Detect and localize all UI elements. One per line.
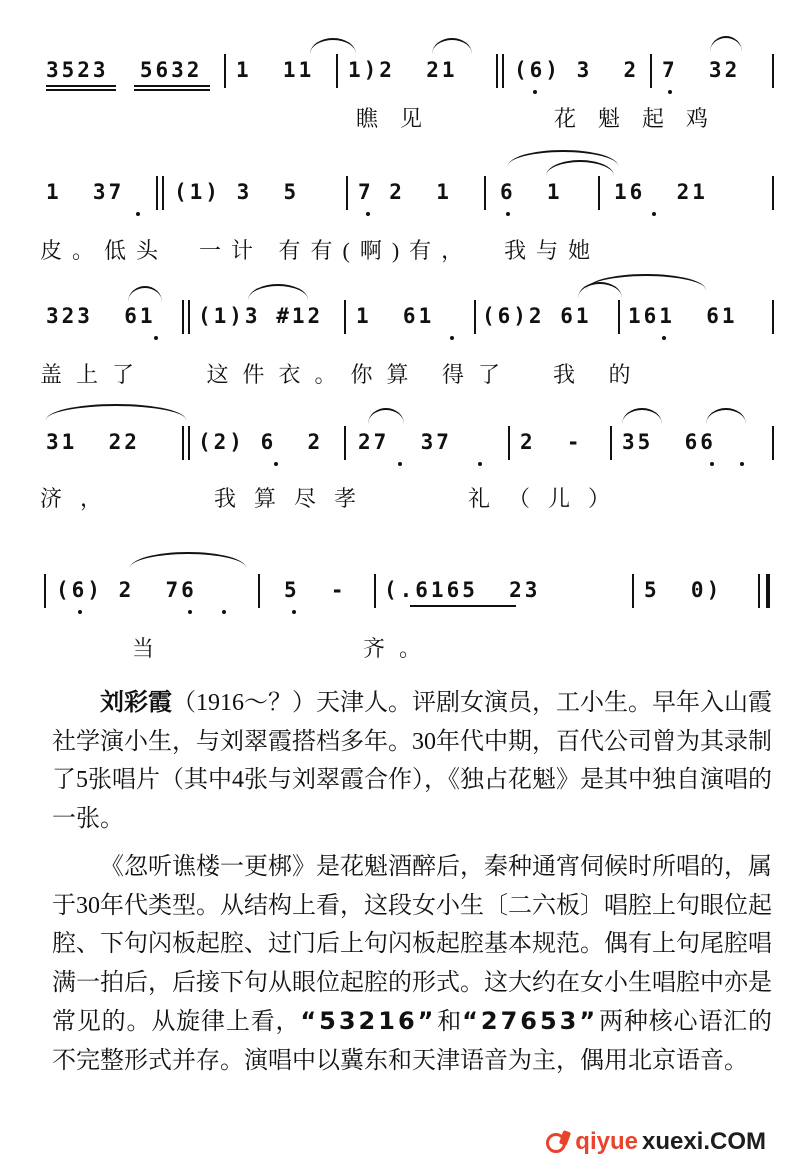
lyric-row — [38, 106, 778, 158]
guitar-logo-icon — [545, 1129, 571, 1155]
barline — [508, 426, 510, 460]
low-octave-dot — [222, 610, 226, 614]
barline — [156, 176, 158, 210]
barline — [758, 574, 760, 608]
barline — [188, 426, 190, 460]
low-octave-dot — [740, 462, 744, 466]
note-group: 6 1 — [500, 180, 563, 204]
paragraph-bio — [52, 684, 772, 838]
barline — [188, 300, 190, 334]
beam — [410, 605, 516, 607]
low-octave-dot — [154, 336, 158, 340]
barline — [474, 300, 476, 334]
beam — [46, 89, 116, 91]
score-system-1 — [38, 58, 778, 178]
note-group: 7 2 1 — [358, 180, 452, 204]
low-octave-dot — [533, 90, 537, 94]
note-group: 16 21 — [614, 180, 708, 204]
slur — [710, 36, 742, 52]
lyric-text: 瞧见 花魁起鸡 — [356, 106, 731, 131]
lyric-text: 济， 我算尽孝 礼（儿） — [40, 486, 629, 511]
low-octave-dot — [292, 610, 296, 614]
note-group: 5 - — [284, 578, 347, 602]
note-group: 1)2 21 — [348, 58, 458, 82]
barline — [336, 54, 338, 88]
commentary-text — [52, 684, 772, 1080]
analysis-text-a: 《忽听谯楼一更梆》是花魁酒醉后，秦种通宵伺候时所唱的，属于30年代类型。从结构上看，这段女小生〔二六板〕唱腔上句眼位起腔、下句闪板起腔、过门后上句闪板起腔基本规范。偶有上句尾腔唱满一拍后，后接下句从眼位起腔的形式。这大约在女小生唱腔中亦是常见的。从旋律上看， — [52, 854, 772, 1035]
barline — [344, 426, 346, 460]
note-group: 1 37 — [46, 180, 125, 204]
conjunction: 和 — [436, 1009, 463, 1035]
lyric-row — [38, 638, 778, 678]
watermark-text-a: qiyue — [575, 1128, 638, 1155]
low-octave-dot — [710, 462, 714, 466]
notes-row — [38, 430, 778, 470]
low-octave-dot — [668, 90, 672, 94]
slur — [310, 38, 356, 54]
slur — [130, 552, 246, 568]
barline — [496, 54, 498, 88]
note-group: 35 66 — [622, 430, 716, 454]
final-barline — [766, 574, 770, 608]
low-octave-dot — [78, 610, 82, 614]
notes-row — [38, 578, 778, 618]
barline — [598, 176, 600, 210]
barline — [610, 426, 612, 460]
note-group: (1)3 #12 — [198, 304, 324, 328]
barline — [772, 426, 774, 460]
lyric-text: 皮。低头 一计 有有(啊)有， 我与她 — [40, 238, 601, 263]
note-group: (6)2 61 — [482, 304, 592, 328]
lyric-row — [38, 486, 778, 530]
barline — [484, 176, 486, 210]
note-group: (1) 3 5 — [174, 180, 300, 204]
score-system-5 — [38, 578, 778, 698]
low-octave-dot — [136, 212, 140, 216]
bio-text: 天津人。评剧女演员，工小生。早年入山霞社学演小生，与刘翠霞搭档多年。30年代中期，百代公司曾为其录制了5张唱片（其中4张与刘翠霞合作），《独占花魁》是其中独自演唱的一张。 — [52, 690, 772, 832]
barline — [650, 54, 652, 88]
barline — [162, 176, 164, 210]
barline — [346, 176, 348, 210]
note-group: 27 37 — [358, 430, 452, 454]
lyric-row — [38, 364, 778, 404]
note-group: (6) 3 2 — [514, 58, 640, 82]
barline — [772, 176, 774, 210]
slur — [432, 38, 472, 54]
paragraph-analysis — [52, 848, 772, 1080]
site-watermark — [545, 1122, 766, 1162]
note-group: 3523 5632 — [46, 58, 203, 82]
barline — [44, 574, 46, 608]
low-octave-dot — [662, 336, 666, 340]
motif-53216: “53216” — [300, 1007, 437, 1035]
note-group: 161 61 — [628, 304, 738, 328]
watermark-text-b: xuexi.COM — [641, 1128, 766, 1155]
barline — [182, 300, 184, 334]
note-group: (6) 2 76 — [56, 578, 197, 602]
note-group: 2 - — [520, 430, 583, 454]
note-group: 7 32 — [662, 58, 741, 82]
note-group: 31 22 — [46, 430, 140, 454]
low-octave-dot — [478, 462, 482, 466]
barline — [772, 300, 774, 334]
low-octave-dot — [506, 212, 510, 216]
note-group: 5 0) — [644, 578, 723, 602]
barline — [618, 300, 620, 334]
beam — [134, 89, 210, 91]
lyric-text: 当 齐。 — [132, 636, 436, 661]
notes-row — [38, 58, 778, 98]
low-octave-dot — [652, 212, 656, 216]
low-octave-dot — [450, 336, 454, 340]
barline — [772, 54, 774, 88]
performer-name: 刘彩霞 — [100, 690, 172, 716]
score-system-4 — [38, 430, 778, 550]
note-group: 1 11 — [236, 58, 315, 82]
low-octave-dot — [398, 462, 402, 466]
barline — [632, 574, 634, 608]
performer-dates: （1916～？） — [172, 690, 316, 716]
low-octave-dot — [274, 462, 278, 466]
notes-row — [38, 180, 778, 220]
barline — [182, 426, 184, 460]
notes-row — [38, 304, 778, 344]
barline — [224, 54, 226, 88]
note-group: (.6165 23 — [384, 578, 541, 602]
note-group: 1 61 — [356, 304, 435, 328]
low-octave-dot — [188, 610, 192, 614]
low-octave-dot — [366, 212, 370, 216]
beam — [134, 85, 210, 87]
motif-27653: “27653” — [462, 1007, 599, 1035]
barline — [344, 300, 346, 334]
beam — [46, 85, 116, 87]
lyric-text: 盖上了 这件衣。你算 得了 我 的 — [40, 362, 645, 387]
barline — [502, 54, 504, 88]
note-group: (2) 6 2 — [198, 430, 324, 454]
barline — [374, 574, 376, 608]
analysis-text-b: 两种核心语汇的不完整形式并存。演唱中以冀东和天津语音为主，偶用北京语音。 — [52, 1009, 773, 1074]
lyric-row — [38, 240, 778, 280]
barline — [258, 574, 260, 608]
note-group: 323 61 — [46, 304, 156, 328]
